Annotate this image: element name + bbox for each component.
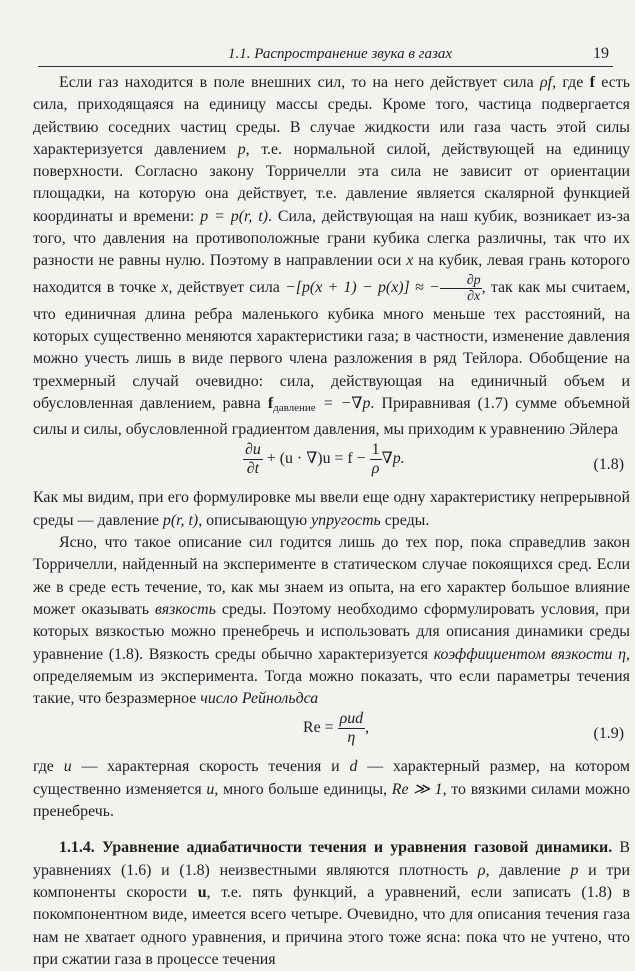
- euler-equation: $\frac{\partial u}{\partial t}$ + (u · ∇)u = f − $\frac{1}{\rho}$ ∇p.: [245, 441, 405, 478]
- equation-1-9: [33, 710, 630, 756]
- paragraph-pressure: Как мы видим, при его формулировке мы ввели еще одну характеристику непрерывной среды — давление p(r, t), описывающую упругость среды.: [33, 489, 630, 529]
- equation-number: (1.8): [593, 456, 624, 474]
- section-1-1-4: 1.1.4. Уравнение адиабатичности течения и уравнения газовой динамики. В уравнениях (1.6) и (1.8) неизвестными являются плотность ρ, давление p и три компоненты скорости u, т.е. пять функций, а уравнений, если записать (1.8) в покомпонентном виде, имеется всего четыре. Очевидно, что для описания течения газа нам не хватает одного уравнения, и причина этого тоже ясна: пока что не учтено, что при сжатии газа в процессе течения: [33, 839, 631, 968]
- running-header: [38, 44, 613, 67]
- dp-dx-fraction: $\frac{\partial p}{\partial x}$: [440, 273, 482, 304]
- paragraph-viscosity: Ясно, что такое описание сил годится лишь до тех пор, пока справедлив закон Торричелли, найденный на эксперименте в статическом случае покоящихся сред. Если же в среде есть течение, то, как мы знаем из опыта, на его характер большое влияние может оказывать вязкость среды. Поэтому необходимо сформулировать условия, при которых вязкостью можно пренебречь и использовать для описания динамики среды уравнение (1.8). Вязкость среды обычно характеризуется коэффициентом вязкости η, определяемым из эксперимента. Тогда можно показать, что если параметры течения такие, что безразмерное число Рейнольдса: [33, 534, 630, 708]
- page-body: [33, 72, 630, 971]
- equation-1-8: [33, 441, 630, 487]
- page-number: 19: [593, 45, 609, 62]
- running-title: 1.1. Распространение звука в газах: [228, 46, 452, 62]
- paragraph-reynolds: где u — характерная скорость течения и d — характерный размер, на котором существенно изменяется u, много больше единицы, Re ≫ 1, то вязкими силами можно пренебречь.: [33, 758, 630, 821]
- reynolds-equation: Re = $\frac{\text{ρud}}{\eta}$ ,: [303, 710, 370, 747]
- equation-number: (1.9): [593, 725, 624, 743]
- section-heading: 1.1.4. Уравнение адиабатичности течения и уравнения газовой динамики.: [59, 839, 613, 857]
- paragraph-forces: Если газ находится в поле внешних сил, то на него действует сила ρf, где f есть сила, приходящаяся на единицу массы среды. Кроме того, частица подвергается действию соседних частиц среды. В случае жидкости или газа часть этой силы характеризуется давлением p, т.е. нормальной силой, действующей на единицу поверхности. Согласно закону Торричелли эта сила не зависит от ориентации площадки, на которую она действует, т.е. давление является скалярной функцией координаты и времени: p = p(r, t). Сила, действующая на наш кубик, возникает из-за того, что давления на противоположные грани кубика слегка различны, так что их разности не равны нулю. Поэтому в направлении оси x на кубик, левая грань которого находится в точке x, действует сила −[p(x + 1) − p(x)] ≈ − $\frac{\partial p}{\partial x}$ , так как мы считаем, что единичная длина ребра маленького кубика много меньше тех расстояний, на которых существенно меняются характеристики газа; в частности, изменение давления можно учесть лишь в виде первого члена разложения в ряд Тейлора. Обобщение на трехмерный случай очевидно: сила, действующая на единичный объем и обусловленная давлением, равна $f_{давление} = -\nabla p$. Приравнивая (1.7) сумме объемной силы и силы, обусловленной градиентом давления, мы приходим к уравнению Эйлера: [33, 74, 630, 439]
